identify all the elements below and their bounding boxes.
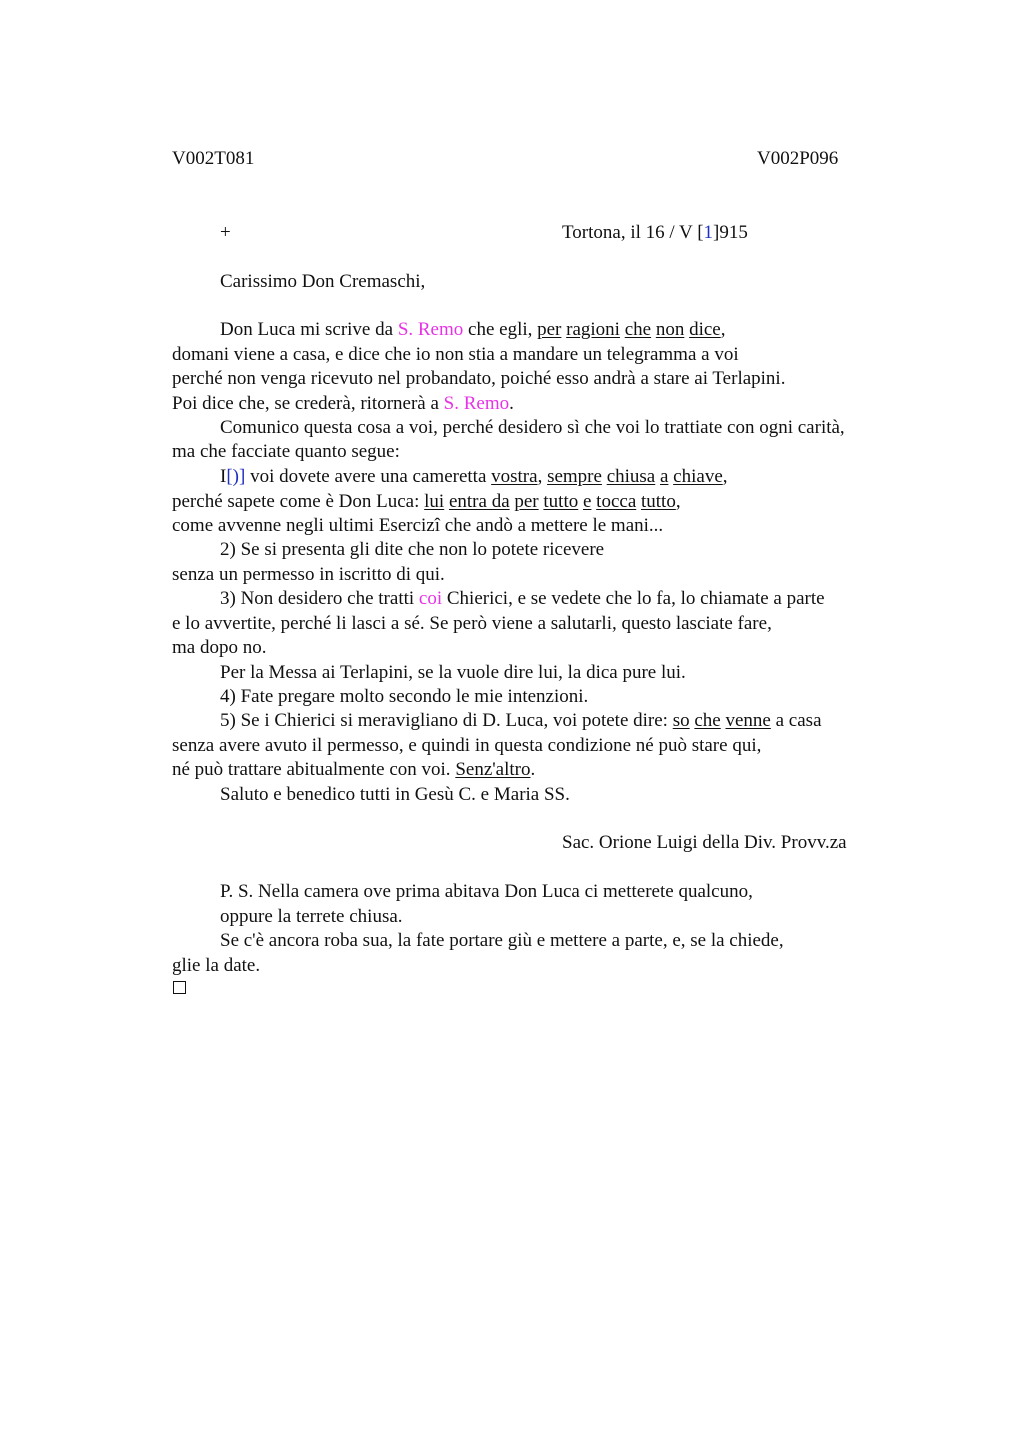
body-line: perché non venga ricevuto nel probandato, poiché esso andrà a stare ai Terlapini. xyxy=(172,368,786,389)
body-line: Per la Messa ai Terlapini, se la vuole dire lui, la dica pure lui. xyxy=(220,662,686,683)
document-code-left: V002T081 xyxy=(172,148,255,169)
cross-mark: + xyxy=(220,222,231,243)
postscript-line: oppure la terrete chiusa. xyxy=(220,906,403,927)
body-line: 3) Non desidero che tratti coi Chierici, e se vedete che lo fa, lo chiamate a parte xyxy=(220,588,825,609)
body-line: e lo avvertite, perché li lasci a sé. Se però viene a salutarli, questo lasciate fare, xyxy=(172,613,772,634)
body-line: perché sapete come è Don Luca: lui entra da per tutto e tocca tutto, xyxy=(172,491,681,512)
end-box-icon xyxy=(173,981,186,994)
place-date: Tortona, il 16 / V [1]915 xyxy=(562,222,748,243)
signature: Sac. Orione Luigi della Div. Provv.za xyxy=(562,832,847,853)
body-line: Comunico questa cosa a voi, perché desidero sì che voi lo trattiate con ogni carità, xyxy=(220,417,845,438)
postscript-line: P. S. Nella camera ove prima abitava Don Luca ci metterete qualcuno, xyxy=(220,881,753,902)
body-line: né può trattare abitualmente con voi. Senz'altro. xyxy=(172,759,536,780)
body-line: 2) Se si presenta gli dite che non lo potete ricevere xyxy=(220,539,605,560)
postscript-line: glie la date. xyxy=(172,955,261,976)
body-line: senza avere avuto il permesso, e quindi in questa condizione né può stare qui, xyxy=(172,735,762,756)
postscript-line: Se c'è ancora roba sua, la fate portare giù e mettere a parte, e, se la chiede, xyxy=(220,930,784,951)
body-line: 4) Fate pregare molto secondo le mie intenzioni. xyxy=(220,686,589,707)
body-line: domani viene a casa, e dice che io non stia a mandare un telegramma a voi xyxy=(172,344,739,365)
body-line: ma dopo no. xyxy=(172,637,267,658)
body-line: senza un permesso in iscritto di qui. xyxy=(172,564,445,585)
body-line: Poi dice che, se crederà, ritornerà a S. Remo. xyxy=(172,393,514,414)
body-line: Don Luca mi scrive da S. Remo che egli, per ragioni che non dice, xyxy=(220,319,726,340)
salutation: Carissimo Don Cremaschi, xyxy=(220,271,426,292)
body-line: I[)] voi dovete avere una cameretta vostra, sempre chiusa a chiave, xyxy=(220,466,728,487)
body-line: ma che facciate quanto segue: xyxy=(172,441,400,462)
body-line: come avvenne negli ultimi Esercizi che andò a mettere le mani... xyxy=(172,515,664,536)
body-line: Saluto e benedico tutti in Gesù C. e Maria SS. xyxy=(220,784,570,805)
body-line: 5) Se i Chierici si meravigliano di D. Luca, voi potete dire: so che venne a casa xyxy=(220,710,822,731)
document-code-right: V002P096 xyxy=(757,148,839,169)
